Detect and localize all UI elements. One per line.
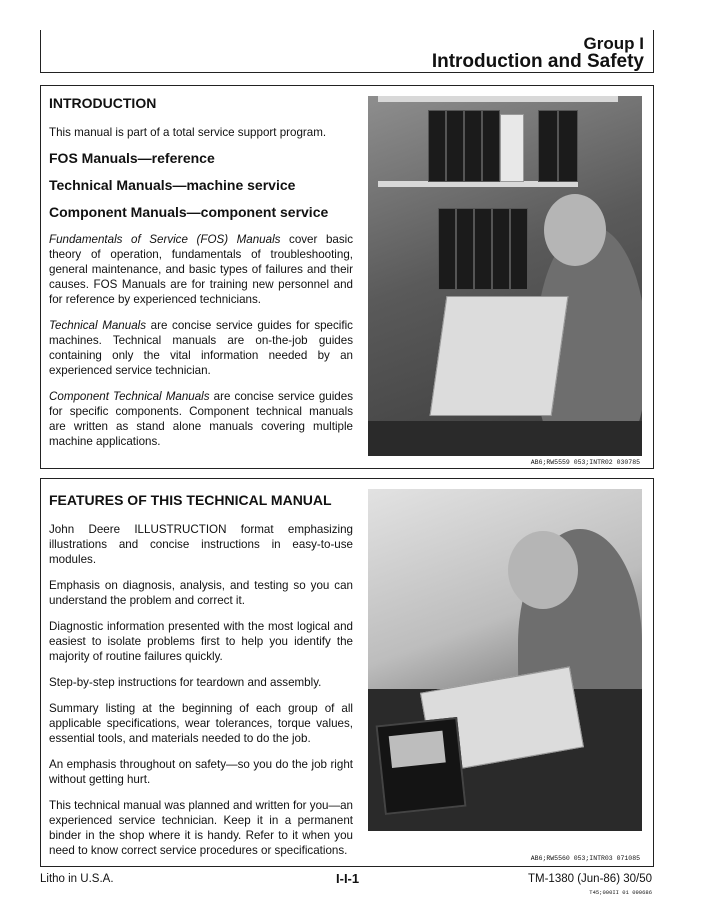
- binder: [474, 208, 492, 290]
- binder: [438, 208, 456, 290]
- fos-paragraph: [49, 232, 353, 307]
- photo-caption-1: AB6;RW5559 053;INTR02 030785: [530, 459, 640, 466]
- photo-caption-2: AB6;RW5560 053;INTR03 071085: [530, 855, 640, 862]
- binder: [482, 110, 500, 182]
- feature-paragraph: Diagnostic information presented with the most logical and easiest to isolate problems first to help you identify the majority of routine failures quickly.: [49, 620, 353, 663]
- binder: [428, 110, 446, 182]
- binder: [464, 110, 482, 182]
- footer-litho: Litho in U.S.A.: [40, 873, 114, 885]
- footer-manual-id: TM-1380 (Jun-86) 30/50: [527, 873, 652, 885]
- technical-emphasis: Technical Manuals: [49, 319, 147, 332]
- features-panel: [40, 478, 654, 867]
- binder: [492, 208, 510, 290]
- feature-paragraph: John Deere ILLUSTRUCTION format emphasizing illustrations and concise instructions in easy-to-use modules.: [49, 523, 353, 566]
- header-rule-right: [653, 30, 654, 73]
- features-text-column: [49, 493, 353, 869]
- header-rule-left: [40, 30, 41, 73]
- open-manual: [430, 296, 569, 416]
- multimeter: [376, 717, 467, 815]
- desk: [368, 421, 642, 456]
- technician-head: [544, 194, 606, 266]
- footer-code: T45;000II 01 090686: [589, 889, 652, 896]
- technical-text: are concise service guides for specific machines. Technical manuals are on-the-job guides containing only the vital information needed by an experienced service technician.: [49, 319, 353, 377]
- binder: [538, 110, 558, 182]
- intro-paragraph: This manual is part of a total service support program.: [49, 126, 327, 139]
- subhead-technical: Technical Manuals—machine service: [49, 177, 296, 193]
- introduction-heading: INTRODUCTION: [49, 95, 157, 111]
- technician-head: [508, 531, 578, 609]
- technical-paragraph: [49, 318, 353, 378]
- shelf-top: [378, 96, 618, 102]
- feature-paragraph: Step-by-step instructions for teardown and assembly.: [49, 676, 322, 689]
- fos-text: cover basic theory of operation, fundamentals of troubleshooting, general maintenance, and basic types of failures and their causes. FOS Manuals are for training new personnel and for reference by experienced technicians.: [49, 233, 354, 306]
- binder: [510, 208, 528, 290]
- introduction-text-column: [49, 96, 353, 460]
- subhead-fos: FOS Manuals—reference: [49, 150, 215, 166]
- page-number: I-I-1: [336, 871, 360, 886]
- section-title: Introduction and Safety: [431, 51, 644, 72]
- binder: [558, 110, 578, 182]
- introduction-panel: [40, 85, 654, 469]
- feature-paragraph: Summary listing at the beginning of each group of all applicable specifications, wear tolerances, torque values, essential tools, and materials needed to do the job.: [49, 702, 353, 745]
- component-emphasis: Component Technical Manuals: [49, 390, 210, 403]
- fos-emphasis: Fundamentals of Service (FOS) Manuals: [49, 233, 281, 246]
- photo-technician-bookshelf: [368, 96, 642, 456]
- binder: [500, 114, 524, 182]
- multimeter-dial: [389, 731, 446, 768]
- photo-technician-multimeter: [368, 489, 642, 831]
- component-paragraph: [49, 389, 353, 449]
- binder: [456, 208, 474, 290]
- group-label: Group I: [583, 34, 644, 53]
- feature-paragraph: This technical manual was planned and written for you—an experienced service technician. Keep it in a permanent binder in the shop where it is handy. Refer to it when you need to know correct service procedures or specifications.: [49, 799, 353, 857]
- features-heading: FEATURES OF THIS TECHNICAL MANUAL: [49, 492, 332, 508]
- feature-paragraph: Emphasis on diagnosis, analysis, and testing so you can understand the problem and correct it.: [49, 579, 353, 607]
- feature-paragraph: An emphasis throughout on safety—so you do the job right without getting hurt.: [49, 758, 353, 786]
- binder: [446, 110, 464, 182]
- component-text: are concise service guides for specific components. Component technical manuals are written as stand alone manuals covering multiple machine applications.: [49, 390, 353, 448]
- subhead-component: Component Manuals—component service: [49, 204, 329, 220]
